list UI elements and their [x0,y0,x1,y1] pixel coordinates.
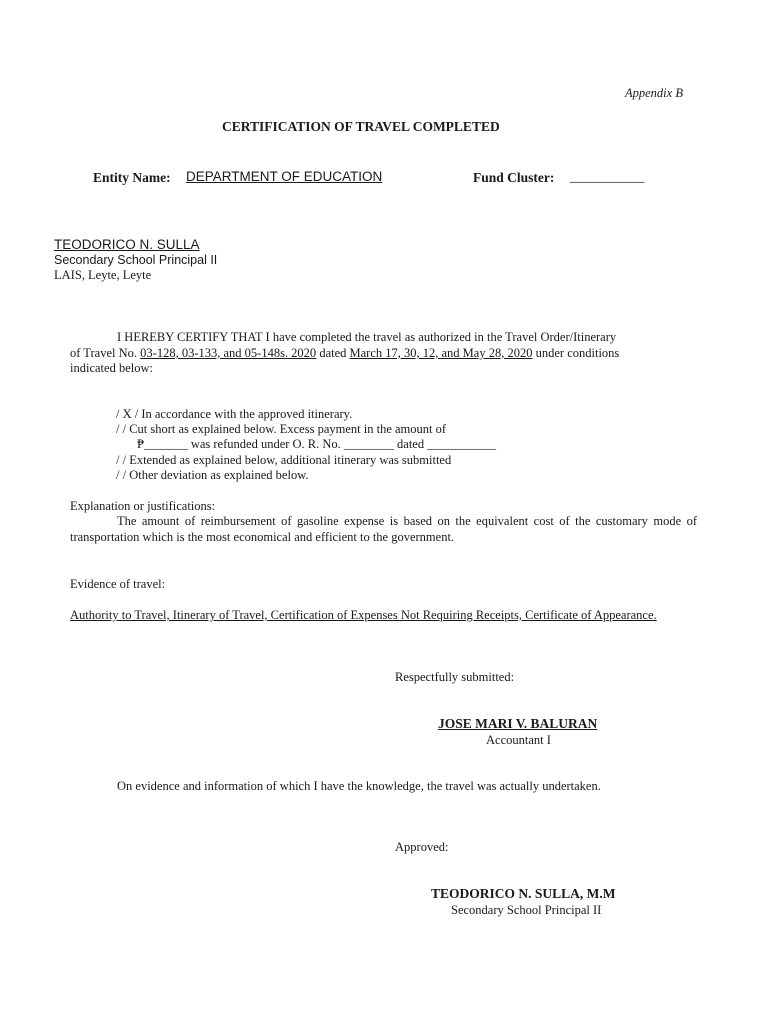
certify-line-2 [70,346,619,361]
approver-name: TEODORICO N. SULLA, M.M [431,886,616,901]
evidence-text: Authority to Travel, Itinerary of Travel, Certification of Expenses Not Requiring Receipts, Certificate of Appearance. [70,608,657,622]
explanation-label: Explanation or justifications: [70,499,216,513]
fund-cluster-label: Fund Cluster: [473,170,555,185]
addressee-position: Secondary School Principal II [54,253,218,267]
submitted-label: Respectfully submitted: [395,670,515,684]
checklist-item-cut-short: / / Cut short as explained below. Excess payment in the amount of [116,422,447,436]
certify-line-1: I HEREBY CERTIFY THAT I have completed the travel as authorized in the Travel Order/Itinerary [117,330,617,344]
checklist-item-other-deviation: / / Other deviation as explained below. [116,468,309,482]
entity-name-label: Entity Name: [93,170,171,185]
entity-name-value: DEPARTMENT OF EDUCATION [186,169,383,184]
verification-statement: On evidence and information of which I have the knowledge, the travel was actually undertaken. [117,779,601,793]
certify-line-3: indicated below: [70,361,153,375]
certify-text: under conditions [532,346,620,360]
evidence-label: Evidence of travel: [70,577,166,591]
checklist-item-extended: / / Extended as explained below, additional itinerary was submitted [116,453,452,467]
approver-position: Secondary School Principal II [451,903,602,917]
fund-cluster-value: ___________ [570,169,645,184]
explanation-text: The amount of reimbursement of gasoline expense is based on the equivalent cost of the customary mode of transportation which is the most economical and efficient to the government. [70,514,697,544]
certify-text: dated [316,346,350,360]
document-title: CERTIFICATION OF TRAVEL COMPLETED [222,119,500,134]
checklist-refund-line: ₱_______ was refunded under O. R. No. ________ dated ___________ [137,437,496,451]
addressee-address: LAIS, Leyte, Leyte [54,268,152,282]
certify-text: of Travel No. [70,346,141,360]
approved-label: Approved: [395,840,449,854]
submitted-signatory-position: Accountant I [486,733,551,747]
appendix-label: Appendix B [625,86,683,100]
travel-numbers: 03-128, 03-133, and 05-148s. 2020 [140,346,317,360]
addressee-name: TEODORICO N. SULLA [54,237,200,252]
travel-dates: March 17, 30, 12, and May 28, 2020 [349,346,533,360]
checklist-item-approved-itinerary: / X / In accordance with the approved itinerary. [116,407,353,421]
submitted-signatory-name: JOSE MARI V. BALURAN [438,716,598,731]
